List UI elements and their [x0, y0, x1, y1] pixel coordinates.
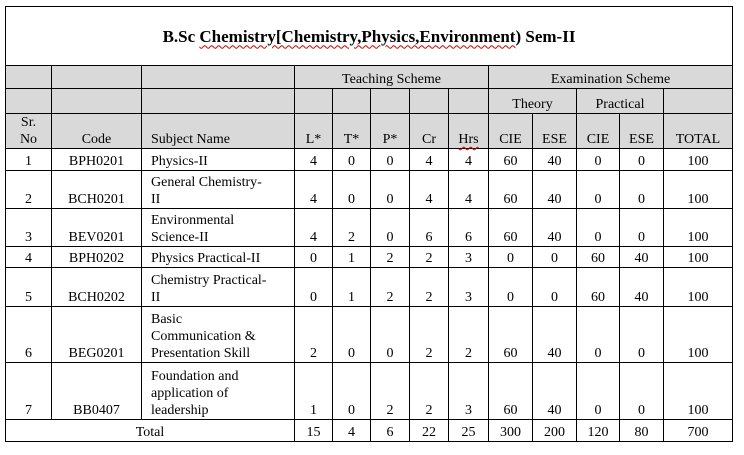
theory-ese-cell: 40: [533, 171, 577, 209]
practical-ese-cell: 0: [620, 363, 664, 420]
code-cell: BEG0201: [52, 307, 142, 363]
hrs-cell: 3: [449, 268, 489, 307]
subject-line: Basic: [151, 312, 183, 327]
cr-cell: 4: [410, 149, 449, 171]
cr-cell: 2: [410, 247, 449, 268]
sr-no-header-line: No: [19, 132, 38, 147]
practical-cie-cell: 0: [577, 307, 620, 363]
total-cr-cell: 22: [410, 420, 449, 442]
theory-ese-cell: 40: [533, 149, 577, 171]
hrs-cell: 3: [449, 363, 489, 420]
table-row: [6, 209, 733, 247]
code-cell: BEV0201: [52, 209, 142, 247]
practical-ese-cell: 0: [620, 307, 664, 363]
total-cell: 100: [664, 171, 733, 209]
title-suffix: ) Sem-II: [515, 26, 576, 46]
p-header: P*: [371, 114, 410, 149]
header-blank: [142, 66, 295, 89]
total-hrs-cell: 25: [449, 420, 489, 442]
p-cell: 0: [371, 209, 410, 247]
table-row: [6, 247, 733, 268]
subject-cell: [142, 209, 295, 247]
subject-cell: [142, 307, 295, 363]
code-cell: BCH0202: [52, 268, 142, 307]
total-cell: 100: [664, 363, 733, 420]
hrs-header: Hrs: [449, 114, 489, 149]
sr-cell: 7: [6, 363, 52, 420]
t-cell: 1: [333, 268, 371, 307]
p-cell: 0: [371, 149, 410, 171]
t-cell: 0: [333, 149, 371, 171]
theory-ese-cell: 0: [533, 247, 577, 268]
total-practical-ese-cell: 80: [620, 420, 664, 442]
practical-ese-cell: 40: [620, 247, 664, 268]
l-header: L*: [295, 114, 333, 149]
l-cell: 4: [295, 149, 333, 171]
cr-cell: 2: [410, 363, 449, 420]
practical-cie-header: CIE: [577, 114, 620, 149]
l-cell: 4: [295, 171, 333, 209]
subject-line: II: [151, 290, 161, 305]
l-cell: 0: [295, 268, 333, 307]
theory-cie-cell: 60: [489, 209, 533, 247]
total-cell: 100: [664, 247, 733, 268]
cr-header: Cr: [410, 114, 449, 149]
total-t-cell: 4: [333, 420, 371, 442]
theory-cie-cell: 0: [489, 247, 533, 268]
header-blank: [6, 89, 52, 114]
code-cell: BPH0201: [52, 149, 142, 171]
subject-line: Chemistry Practical-: [151, 273, 267, 288]
practical-cie-cell: 0: [577, 363, 620, 420]
code-cell: BPH0202: [52, 247, 142, 268]
p-cell: 0: [371, 171, 410, 209]
t-cell: 0: [333, 307, 371, 363]
hrs-cell: 3: [449, 247, 489, 268]
subject-cell: [142, 363, 295, 420]
teaching-scheme-header: Teaching Scheme: [295, 66, 489, 89]
practical-ese-header: ESE: [620, 114, 664, 149]
t-cell: 1: [333, 247, 371, 268]
header-blank: [333, 89, 371, 114]
hrs-cell: 4: [449, 171, 489, 209]
subject-cell: [142, 149, 295, 171]
header-blank: [410, 89, 449, 114]
sr-cell: 5: [6, 268, 52, 307]
p-cell: 2: [371, 247, 410, 268]
header-blank: [142, 89, 295, 114]
cr-cell: 2: [410, 307, 449, 363]
subject-line: Environmental: [151, 213, 235, 228]
l-cell: 0: [295, 247, 333, 268]
practical-ese-cell: 0: [620, 209, 664, 247]
theory-ese-cell: 0: [533, 268, 577, 307]
subject-line: leadership: [151, 403, 209, 418]
table-row: [6, 307, 733, 363]
cr-cell: 6: [410, 209, 449, 247]
subject-name-header: Subject Name: [142, 114, 295, 149]
header-blank: [52, 89, 142, 114]
total-cell: 100: [664, 149, 733, 171]
sr-no-header-line: Sr.: [20, 115, 37, 130]
theory-cie-cell: 60: [489, 171, 533, 209]
sr-cell: 4: [6, 247, 52, 268]
theory-cie-cell: 60: [489, 363, 533, 420]
practical-ese-cell: 0: [620, 149, 664, 171]
header-blank: [664, 89, 733, 114]
total-cell: 100: [664, 268, 733, 307]
title-prefix: B.Sc: [162, 26, 200, 46]
sr-cell: 2: [6, 171, 52, 209]
practical-cie-cell: 60: [577, 268, 620, 307]
l-cell: 1: [295, 363, 333, 420]
cr-cell: 2: [410, 268, 449, 307]
practical-cie-cell: 0: [577, 171, 620, 209]
total-p-cell: 6: [371, 420, 410, 442]
t-cell: 2: [333, 209, 371, 247]
practical-cie-cell: 0: [577, 149, 620, 171]
subject-line: Physics Practical-II: [151, 251, 261, 266]
practical-ese-cell: 0: [620, 171, 664, 209]
subject-line: Physics-II: [151, 154, 208, 169]
grand-total-cell: 700: [664, 420, 733, 442]
hrs-cell: 6: [449, 209, 489, 247]
hrs-cell: 2: [449, 307, 489, 363]
subject-line: Science-II: [151, 230, 209, 245]
totals-label: Total: [6, 420, 295, 442]
p-cell: 2: [371, 363, 410, 420]
total-theory-ese-cell: 200: [533, 420, 577, 442]
total-l-cell: 15: [295, 420, 333, 442]
header-blank: [6, 66, 52, 89]
practical-cie-cell: 60: [577, 247, 620, 268]
total-header: TOTAL: [664, 114, 733, 149]
practical-ese-cell: 40: [620, 268, 664, 307]
theory-cie-cell: 60: [489, 149, 533, 171]
header-blank: [52, 66, 142, 89]
total-cell: 100: [664, 307, 733, 363]
sr-cell: 3: [6, 209, 52, 247]
sr-cell: 6: [6, 307, 52, 363]
theory-header: Theory: [489, 89, 577, 114]
cr-cell: 4: [410, 171, 449, 209]
table-row: [6, 268, 733, 307]
title-underlined: Chemistry[Chemistry,Physics,Environment: [199, 26, 516, 46]
sr-no-header: [6, 114, 52, 149]
theory-ese-cell: 40: [533, 307, 577, 363]
theory-cie-cell: 60: [489, 307, 533, 363]
t-header: T*: [333, 114, 371, 149]
code-cell: BB0407: [52, 363, 142, 420]
code-cell: BCH0201: [52, 171, 142, 209]
subject-line: II: [151, 192, 161, 207]
table-row: [6, 363, 733, 420]
subject-line: Communication &: [151, 329, 256, 344]
subject-line: Foundation and: [151, 369, 239, 384]
header-blank: [449, 89, 489, 114]
p-cell: 0: [371, 307, 410, 363]
total-practical-cie-cell: 120: [577, 420, 620, 442]
subject-line: application of: [151, 386, 229, 401]
l-cell: 2: [295, 307, 333, 363]
total-cell: 100: [664, 209, 733, 247]
code-header: Code: [52, 114, 142, 149]
practical-cie-cell: 0: [577, 209, 620, 247]
header-blank: [295, 89, 333, 114]
theory-ese-cell: 40: [533, 363, 577, 420]
theory-cie-cell: 0: [489, 268, 533, 307]
subject-line: Presentation Skill: [151, 346, 251, 361]
hrs-cell: 4: [449, 149, 489, 171]
subject-cell: [142, 171, 295, 209]
table-row: [6, 171, 733, 209]
examination-scheme-header: Examination Scheme: [489, 66, 733, 89]
p-cell: 2: [371, 268, 410, 307]
t-cell: 0: [333, 171, 371, 209]
subject-cell: [142, 268, 295, 307]
subject-line: General Chemistry-: [151, 175, 262, 190]
theory-ese-header: ESE: [533, 114, 577, 149]
practical-header: Practical: [577, 89, 664, 114]
l-cell: 4: [295, 209, 333, 247]
page-title: [6, 7, 733, 66]
t-cell: 0: [333, 363, 371, 420]
table-row: [6, 149, 733, 171]
theory-ese-cell: 40: [533, 209, 577, 247]
subject-cell: [142, 247, 295, 268]
scheme-table: [5, 6, 733, 442]
total-theory-cie-cell: 300: [489, 420, 533, 442]
totals-row: [6, 420, 733, 442]
header-blank: [371, 89, 410, 114]
sr-cell: 1: [6, 149, 52, 171]
theory-cie-header: CIE: [489, 114, 533, 149]
